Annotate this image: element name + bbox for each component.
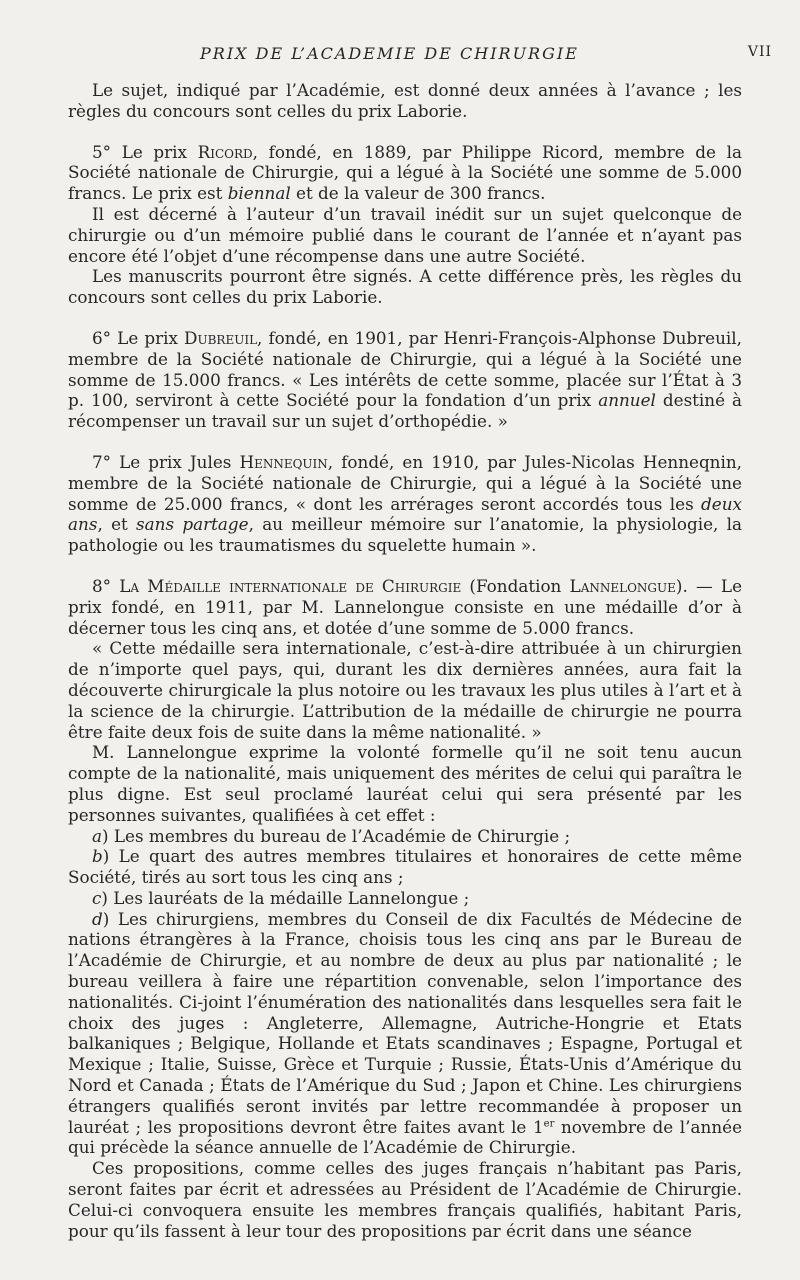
item-number: 7°: [92, 451, 112, 472]
prize-name: Hennequin: [239, 451, 328, 472]
foundation-name: Lannelongue: [569, 575, 676, 596]
list-item-a: [68, 826, 742, 847]
paragraph: Il est décerné à l’auteur d’un travail inédit sur un sujet quelconque de chirurgie ou d’un mémoire publié dans le courant de l’année et n’ayant pas encore été l’objet d’une récompense dans une autre Société.: [68, 203, 742, 266]
text-span: , au meilleur mémoire sur l’anatomie, la physiologie, la pathologie ou les traumatismes du squelette humain ».: [68, 514, 743, 556]
item-number: 6°: [92, 327, 112, 348]
item-number: 8°: [92, 575, 112, 596]
prize-name: Ricord: [197, 141, 253, 162]
emphasis: biennal: [227, 183, 291, 204]
list-letter: b: [92, 846, 103, 867]
list-letter: d: [92, 908, 103, 929]
emphasis: deux ans: [68, 493, 742, 535]
paragraph: Le sujet, indiqué par l’Académie, est donné deux années à l’avance ; les règles du concours sont celles du prix Laborie.: [68, 80, 742, 121]
paragraph: Les manuscrits pourront être signés. A cette différence près, les règles du concours sont celles du prix Laborie.: [68, 266, 742, 308]
list-item-b: [68, 846, 742, 888]
text-span: , et: [97, 514, 137, 535]
text-span: Le prix Jules: [111, 451, 240, 472]
item-number: 5°: [92, 141, 112, 162]
text-span: Le prix: [111, 141, 198, 162]
paragraph-prix-dubreuil: [68, 328, 742, 432]
text-span: ) Le quart des autres membres titulaires et honoraires de cette même Société, tirés au sort tous les cinq ans ;: [68, 846, 742, 888]
superscript: er: [543, 1118, 555, 1130]
body-text: [68, 80, 742, 1241]
paragraph-prix-ricord: [68, 142, 742, 204]
list-item-d: [68, 909, 742, 1159]
list-letter: a: [92, 825, 103, 846]
paragraph: M. Lannelongue exprime la volonté formelle qu’il ne soit tenu aucun compte de la nationalité, mais uniquement des mérites de celui qui paraîtra le plus digne. Est seul proclamé lauréat celui qui sera présenté par les personnes suivantes, qualifiées à cet effet :: [68, 742, 742, 825]
paragraph: « Cette médaille sera internationale, c’est-à-dire attribuée à un chirurgien de n’importe quel pays, qui, durant les dix dernières années, aura fait la découverte chirurgicale la plus notoire ou les travaux les plus utiles à l’art et à la science de la chirurgie. L’attribution de la médaille de chirurgie ne pourra être faite deux fois de suite dans la même nationalité. »: [68, 638, 742, 742]
list-letter: c: [92, 887, 102, 908]
text-span: ) Les membres du bureau de l’Académie de Chirurgie ;: [102, 825, 571, 846]
text-span: ) Les lauréats de la médaille Lannelongue ;: [101, 887, 470, 908]
page-number: VII: [747, 44, 772, 60]
text-span: Le prix: [111, 327, 185, 348]
text-span: ) Les chirurgiens, membres du Conseil de dix Facultés de Médecine de nations étrangères à la France, choisis tous les cinq ans par le Bureau de l’Académie de Chirurgie, et au nombre de deux au plus par nationalité ; le bureau veillera à faire une répartition convenable, selon l’importance des nationalités. Ci-joint l’énumération des nationalités dans lesquelles sera fait le choix des juges : Angleterre, Allemagne, Autriche-Hongrie et Etats balkaniques ; Belgique, Hollande et Etats scandinaves ; Espagne, Portugal et Mexique ; Italie, Suisse, Grèce et Turquie ; Russie, États-Unis d’Amérique du Nord et Canada ; États de l’Amérique du Sud ; Japon et Chine. Les chirurgiens étrangers qualifiés seront invités par lettre recommandée à proposer un lauréat ; les propositions devront être faites avant le 1: [68, 908, 742, 1137]
text-span: , fondé, en 1910, par Jules-Nicolas Henneqnin, membre de la Société nationale de Chirurgie, qui a légué à la Société une somme de 25.000 francs, « dont les arrérages seront accordés tous les: [68, 451, 742, 514]
section-name: La Médaille internationale de Chirurgie: [111, 575, 462, 596]
header-title: PRIX DE L’ACADEMIE DE CHIRURGIE: [200, 44, 579, 63]
running-header: [200, 44, 772, 68]
list-item-c: [68, 888, 742, 909]
emphasis: annuel: [598, 390, 656, 411]
prize-name: Dubreuil: [184, 327, 258, 348]
paragraph-medaille: [68, 576, 742, 638]
text-span: ). — Le prix fondé, en 1911, par M. Lannelongue consiste en une médaille d’or à décerner tous les cinq ans, et dotée d’une somme de 5.000 francs.: [68, 575, 743, 638]
text-span: (Fondation: [461, 575, 570, 596]
text-span: et de la valeur de 300 francs.: [290, 183, 546, 204]
text-span: , fondé, en 1889, par Philippe Ricord, membre de la Société nationale de Chirurgie, qui a légué à la Société une somme de 5.000 francs. Le prix est: [68, 141, 742, 204]
paragraph: Ces propositions, comme celles des juges français n’habitant pas Paris, seront faites par écrit et adressées au Président de l’Académie de Chirurgie. Celui-ci convoquera ensuite les membres français qualifiés, habitant Paris, pour qu’ils fassent à leur tour des propositions par écrit dans une séance: [68, 1158, 742, 1241]
text-span: , fondé, en 1901, par Henri-François-Alphonse Dubreuil, membre de la Société nationale de Chirurgie, qui a légué à la Société une somme de 15.000 francs. « Les intérêts de cette somme, placée sur l’État à 3 p. 100, serviront à cette Société pour la fondation d’un prix: [68, 327, 742, 411]
emphasis: sans partage: [136, 514, 249, 535]
text-span: novembre de l’année qui précède la séance annuelle de l’Académie de Chirurgie.: [68, 1116, 742, 1158]
text-span: destiné à récompenser un travail sur un sujet d’orthopédie. »: [68, 390, 743, 432]
paragraph-prix-hennequin: [68, 452, 742, 556]
